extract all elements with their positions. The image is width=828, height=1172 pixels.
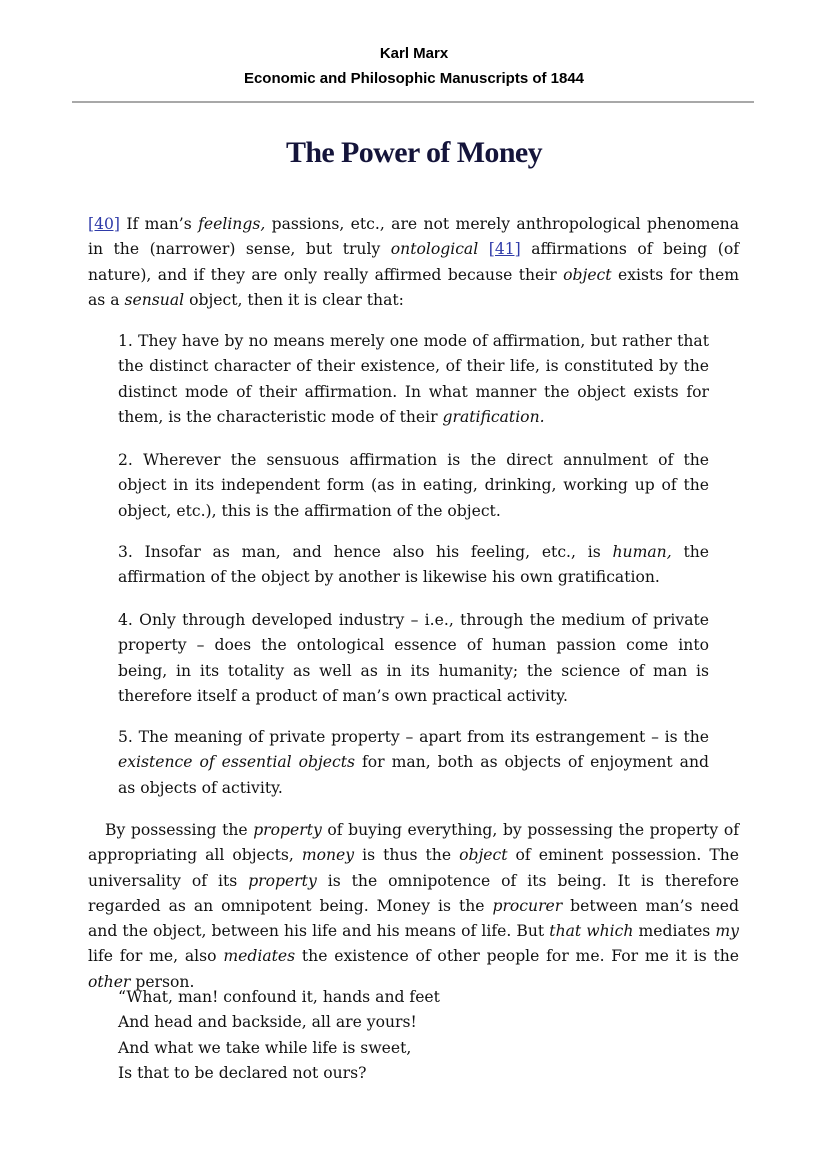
list-item-1: 1. They have by no means merely one mode of affirmation, but rather that the distinct character of their existence, of their life, is constituted by the distinct mode of their affirmation. In what manner the object exists for them, is the characteristic mode of their gratification. bbox=[118, 332, 709, 426]
verse-line: And what we take while life is sweet, bbox=[118, 1038, 412, 1057]
header-divider bbox=[72, 101, 754, 103]
page-title: The Power of Money bbox=[285, 136, 543, 169]
list-item-2: 2. Wherever the sensuous affirmation is the direct annulment of the object in its independent form (as in eating, drinking, working up of the object, etc.), this is the affirmation of the object. bbox=[118, 451, 709, 520]
footnote-link-40[interactable]: [40] bbox=[88, 215, 121, 233]
verse-line: Is that to be declared not ours? bbox=[118, 1063, 367, 1082]
intro-paragraph: [40] If man’s feelings, passions, etc., are not merely anthropological phenomena in the (narrower) sense, but truly ontological [41] affirmations of being (of nature), and if they are only really affirmed because their object exists for them as a sensual object, then it is clear that: bbox=[88, 215, 740, 309]
list-item-3: 3. Insofar as man, and hence also his feeling, etc., is human, the affirmation of the object by another is likewise his own gratification. bbox=[118, 543, 709, 587]
verse-block bbox=[118, 985, 718, 1086]
list-item-4: 4. Only through developed industry – i.e., through the medium of private property – does the ontological essence of human passion come into being, in its totality as well as in its humanity; the science of man is therefore itself a product of man’s own practical activity. bbox=[118, 611, 709, 705]
footnote-link-41[interactable]: [41] bbox=[488, 240, 521, 259]
list-item-5: 5. The meaning of private property – apart from its estrangement – is the existence of essential objects for man, both as objects of enjoyment and as objects of activity. bbox=[118, 728, 709, 797]
verse-line: And head and backside, all are yours! bbox=[118, 1013, 417, 1032]
verse-line: “What, man! confound it, hands and feet bbox=[118, 988, 440, 1006]
header-author: Karl Marx bbox=[379, 45, 449, 62]
header-work-title: Economic and Philosophic Manuscripts of 1844 bbox=[243, 70, 585, 87]
money-paragraph: By possessing the property of buying everything, by possessing the property of appropriating all objects, money is thus the object of eminent possession. The universality of its property is the omnipotence of its being. It is therefore regarded as an omnipotent being. Money is the procurer between man’s need and the object, between his life and his means of life. But that which mediates my life for me, also mediates the existence of other people for me. For me it is the other person. bbox=[88, 821, 740, 991]
